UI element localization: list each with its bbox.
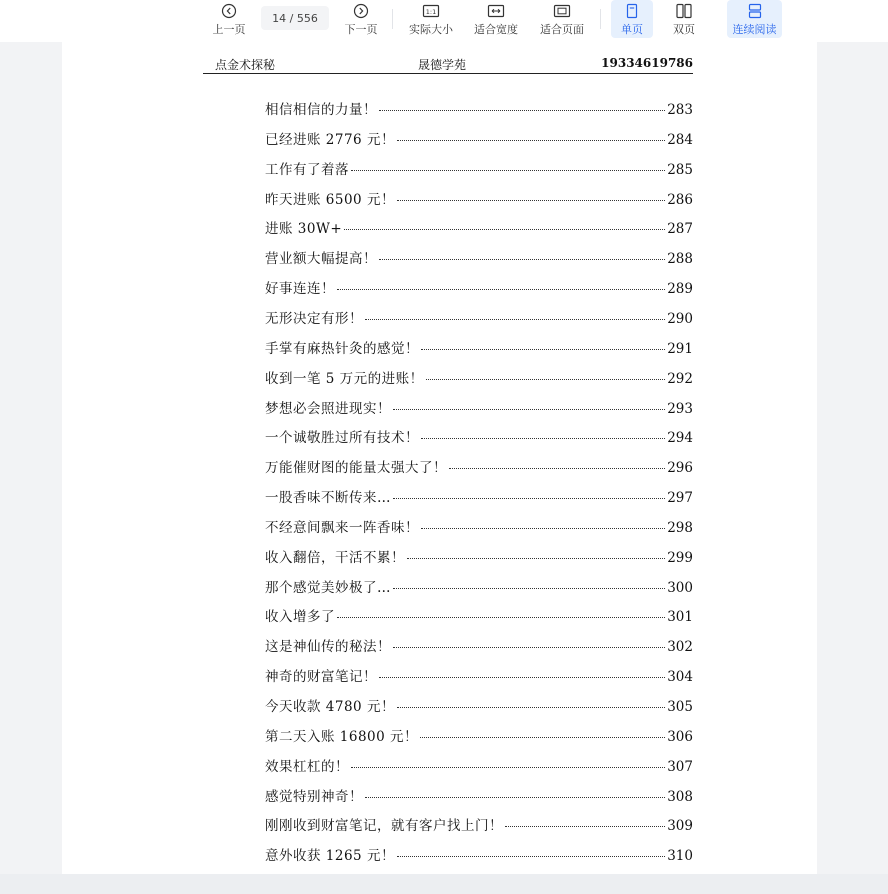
toc-entry-title: 今天收款 4780 元！ — [265, 699, 395, 715]
toc-entry-page-number: 306 — [667, 728, 693, 745]
toc-dot-leader — [344, 215, 665, 230]
toc-entry-page-number: 289 — [667, 281, 693, 298]
toc-entry[interactable] — [265, 426, 693, 446]
toc-entry[interactable] — [265, 188, 693, 208]
toc-entry-page-number: 302 — [667, 639, 693, 656]
header-center-text: 晟德学苑 — [418, 58, 467, 72]
fit-width-label: 适合宽度 — [474, 23, 518, 36]
toc-entry-page-number: 284 — [667, 131, 693, 148]
toc-entry[interactable] — [265, 814, 693, 834]
prev-page-label: 上一页 — [212, 23, 246, 36]
toolbar-divider — [600, 9, 601, 29]
header-left-text: 点金术探秘 — [215, 58, 276, 72]
toc-dot-leader — [393, 633, 665, 648]
toc-entry-title: 收入翻倍，干活不累！ — [265, 549, 405, 566]
toc-entry-title: 相信相信的力量！ — [265, 102, 377, 118]
toc-entry[interactable] — [265, 456, 693, 476]
toc-entry[interactable] — [265, 844, 693, 864]
actual-size-icon — [422, 2, 440, 20]
page-indicator[interactable]: 14 / 556 — [261, 6, 329, 30]
actual-size-icon-text: 1:1 — [425, 8, 437, 16]
document-page — [62, 42, 817, 874]
viewer-toolbar — [0, 0, 888, 42]
toc-entry-title: 梦想必会照进现实！ — [265, 400, 391, 417]
toc-entry-page-number: 310 — [667, 848, 693, 865]
toc-entry[interactable] — [265, 725, 693, 745]
single-page-button[interactable] — [611, 0, 653, 38]
fit-page-label: 适合页面 — [540, 23, 584, 36]
toc-entry[interactable] — [265, 307, 693, 327]
toc-dot-leader — [379, 245, 665, 260]
toc-entry[interactable] — [265, 247, 693, 267]
toc-entry-title: 神奇的财富笔记！ — [265, 669, 377, 686]
header-right-text: 19334619786 — [601, 56, 693, 70]
toc-dot-leader — [393, 484, 665, 499]
toc-dot-leader — [426, 365, 666, 380]
toc-dot-leader — [393, 574, 665, 589]
toc-entry[interactable] — [265, 635, 693, 655]
toc-entry-title: 一股香味不断传来… — [265, 490, 391, 507]
toc-dot-leader — [365, 783, 665, 798]
toc-entry-title: 这是神仙传的秘法！ — [265, 639, 391, 656]
toc-dot-leader — [397, 186, 665, 201]
toc-entry-title: 昨天进账 6500 元！ — [265, 191, 395, 208]
document-viewer[interactable] — [0, 42, 888, 874]
toc-entry-page-number: 288 — [667, 251, 693, 268]
toc-entry-title: 收入增多了 — [265, 609, 335, 626]
toc-dot-leader — [393, 395, 665, 410]
toc-entry-title: 手掌有麻热针灸的感觉！ — [265, 340, 419, 357]
toc-entry-page-number: 283 — [667, 102, 693, 118]
toc-entry-title: 意外收获 1265 元！ — [265, 848, 395, 865]
toc-entry[interactable] — [265, 337, 693, 357]
double-page-icon — [675, 2, 693, 20]
toc-entry[interactable] — [265, 397, 693, 417]
toc-dot-leader — [337, 603, 665, 618]
toc-entry-title: 工作有了着落 — [265, 161, 349, 178]
toc-dot-leader — [365, 305, 665, 320]
toc-entry[interactable] — [265, 98, 693, 118]
toc-entry-page-number: 309 — [667, 818, 693, 835]
toc-entry-page-number: 297 — [667, 490, 693, 507]
toc-entry[interactable] — [265, 546, 693, 566]
toc-dot-leader — [421, 514, 665, 529]
toc-dot-leader — [351, 753, 665, 768]
toc-entry-page-number: 285 — [667, 161, 693, 178]
actual-size-label: 实际大小 — [409, 23, 453, 36]
toc-dot-leader — [505, 812, 665, 827]
toc-entry-title: 收到一笔 5 万元的进账！ — [265, 370, 424, 387]
toc-dot-leader — [379, 663, 665, 678]
toc-dot-leader — [420, 723, 665, 738]
chevron-left-circle-icon — [220, 2, 238, 20]
toc-dot-leader — [397, 842, 665, 857]
double-page-button[interactable] — [663, 0, 705, 38]
toc-entry-page-number: 299 — [667, 549, 693, 566]
toc-dot-leader — [379, 96, 665, 111]
toc-entry[interactable] — [265, 486, 693, 506]
toc-entry[interactable] — [265, 695, 693, 715]
toc-entry[interactable] — [265, 217, 693, 237]
toc-entry-page-number: 296 — [667, 460, 693, 477]
toc-dot-leader — [397, 693, 665, 708]
toc-entry[interactable] — [265, 128, 693, 148]
toc-entry-page-number: 293 — [667, 400, 693, 417]
toc-entry-title: 好事连连！ — [265, 281, 335, 298]
toc-entry-page-number: 290 — [667, 310, 693, 327]
toc-entry[interactable] — [265, 665, 693, 685]
toc-entry-page-number: 308 — [667, 788, 693, 805]
prev-page-button[interactable] — [208, 0, 250, 38]
toc-entry[interactable] — [265, 785, 693, 805]
toc-entry-page-number: 305 — [667, 699, 693, 715]
continuous-reading-label: 连续阅读 — [732, 23, 777, 36]
toc-entry-page-number: 292 — [667, 370, 693, 387]
toc-entry-title: 第二天入账 16800 元！ — [265, 728, 419, 745]
toc-entry-title: 那个感觉美妙极了… — [265, 579, 391, 596]
bottom-bar — [0, 874, 888, 894]
toc-dot-leader — [421, 335, 665, 350]
toc-dot-leader — [397, 126, 665, 141]
toc-entry-page-number: 307 — [667, 758, 693, 775]
single-page-icon — [623, 2, 641, 20]
toc-entry-page-number: 300 — [667, 579, 693, 596]
toc-entry-title: 无形决定有形！ — [265, 310, 363, 327]
toc-entry[interactable] — [265, 367, 693, 387]
toc-dot-leader — [449, 454, 665, 469]
actual-size-button[interactable] — [405, 0, 457, 38]
toc-dot-leader — [351, 156, 665, 171]
toc-entry-page-number: 294 — [667, 430, 693, 447]
toc-entry[interactable] — [265, 755, 693, 775]
toolbar-divider — [392, 9, 393, 29]
toc-entry[interactable] — [265, 516, 693, 536]
toc-entry-page-number: 304 — [667, 669, 693, 686]
toc-entry-page-number: 291 — [667, 340, 693, 357]
toc-entry-title: 刚刚收到财富笔记，就有客户找上门！ — [265, 818, 503, 835]
page-header — [205, 56, 693, 74]
toc-dot-leader — [407, 544, 665, 559]
fit-page-button[interactable] — [536, 0, 588, 38]
next-page-button[interactable] — [340, 0, 382, 38]
toc-entry-title: 不经意间飘来一阵香味！ — [265, 519, 419, 536]
toc-entry-title: 万能催财图的能量太强大了！ — [265, 460, 447, 477]
double-page-label: 双页 — [673, 23, 695, 36]
toc-entry-page-number: 287 — [667, 221, 693, 238]
toc-entry[interactable] — [265, 605, 693, 625]
fit-width-button[interactable] — [470, 0, 522, 38]
toc-entry[interactable] — [265, 158, 693, 178]
toc-entry-page-number: 298 — [667, 519, 693, 536]
fit-width-icon — [487, 2, 505, 20]
toc-entry-title: 营业额大幅提高！ — [265, 251, 377, 268]
continuous-reading-button[interactable] — [727, 0, 782, 38]
next-page-label: 下一页 — [344, 23, 378, 36]
toc-entry-title: 感觉特别神奇！ — [265, 788, 363, 805]
toc-entry-title: 一个诚敬胜过所有技术！ — [265, 430, 419, 447]
toc-entry-page-number: 286 — [667, 191, 693, 208]
toc-entry-title: 效果杠杠的！ — [265, 758, 349, 775]
single-page-label: 单页 — [621, 23, 643, 36]
toc-entry-title: 进账 30W+ — [265, 221, 343, 238]
header-rule — [203, 73, 693, 74]
toc-entry-page-number: 301 — [667, 609, 693, 626]
chevron-right-circle-icon — [352, 2, 370, 20]
fit-page-icon — [553, 2, 571, 20]
toc-dot-leader — [337, 275, 665, 290]
toc-entry-title: 已经进账 2776 元！ — [265, 131, 395, 148]
toc-entry[interactable] — [265, 277, 693, 297]
continuous-reading-icon — [746, 2, 764, 20]
toc-dot-leader — [421, 424, 665, 439]
toc-entry[interactable] — [265, 576, 693, 596]
